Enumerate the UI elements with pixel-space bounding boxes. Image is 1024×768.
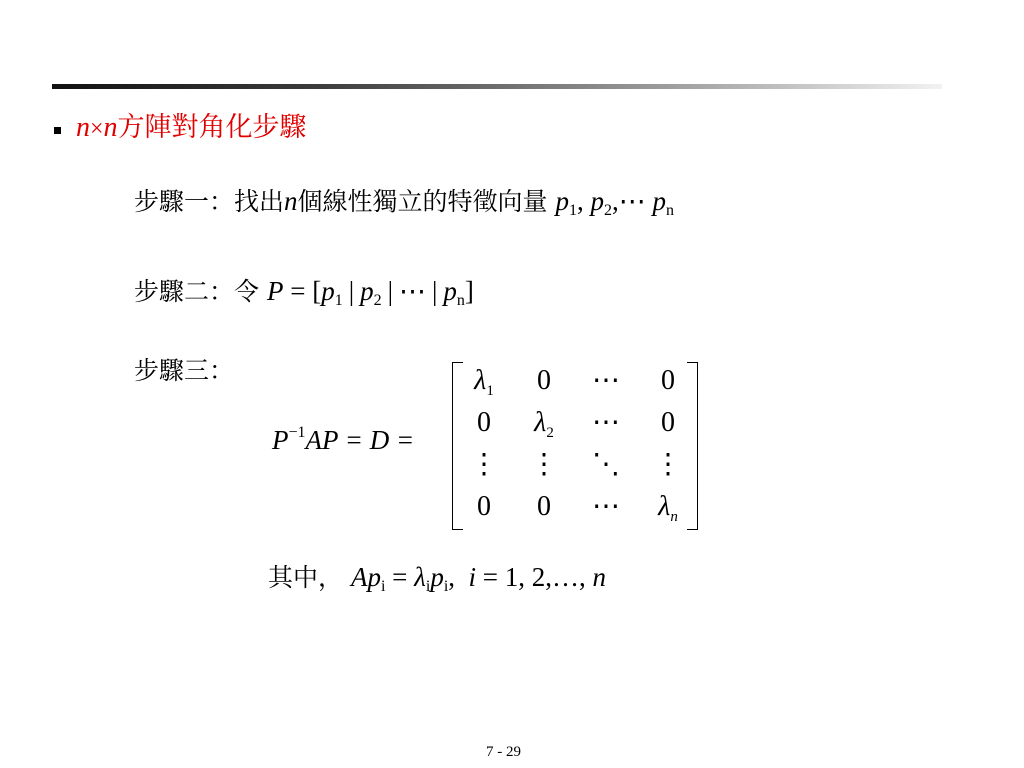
step-2-formula: $P = [p_1$ | $p_2$ | ⋯ | $p_n$] (266, 276, 474, 309)
matrix-cell: 0 (477, 407, 491, 438)
matrix-cell: $\lambda_2$ (534, 407, 554, 441)
diagonalization-equation: $P^{-1}AP = D$ = (272, 424, 415, 455)
matrix-cell: ⋮ (530, 449, 558, 480)
step-3: 步驟三： (134, 356, 235, 385)
matrix-cell: 0 (537, 365, 551, 396)
slide-heading: n×n方陣對角化步驟 (76, 112, 307, 143)
matrix-cell: ⋮ (654, 449, 682, 480)
diagonal-matrix (452, 362, 698, 528)
square-bullet-icon (54, 127, 61, 134)
matrix-cell: 0 (537, 491, 551, 522)
matrix-cell: ⋱ (592, 449, 620, 480)
eigen-relation: $Ap_i = \lambda_ip_i$, i = 1, 2,…, n (350, 562, 607, 595)
matrix-cell: 0 (661, 365, 675, 396)
where-clause: 其中， $Ap_i = \lambda_ip_i$, i = 1, 2,…, n (268, 562, 607, 595)
page-number: 7 - 29 (486, 744, 521, 760)
step-1-vectors: $p_1$, $p_2,\cdots$ $p_n$ (555, 186, 674, 219)
matrix-cell: ⋯ (592, 365, 620, 396)
step-1: 步驟一：找出n個線性獨立的特徵向量 $p_1$, $p_2,\cdots$ $p_n$ (134, 186, 674, 219)
matrix-cell: $\lambda_1$ (474, 365, 494, 399)
matrix-cell: ⋮ (470, 449, 498, 480)
matrix-cell: 0 (477, 491, 491, 522)
matrix-cell: ⋯ (592, 407, 620, 438)
matrix-cell: ⋯ (592, 491, 620, 522)
matrix-cell: $\lambda_n$ (658, 491, 678, 525)
matrix-cell: 0 (661, 407, 675, 438)
step-2: 步驟二：令 $P = [p_1$ | $p_2$ | ⋯ | $p_n$] (134, 276, 474, 309)
header-rule (52, 84, 942, 89)
